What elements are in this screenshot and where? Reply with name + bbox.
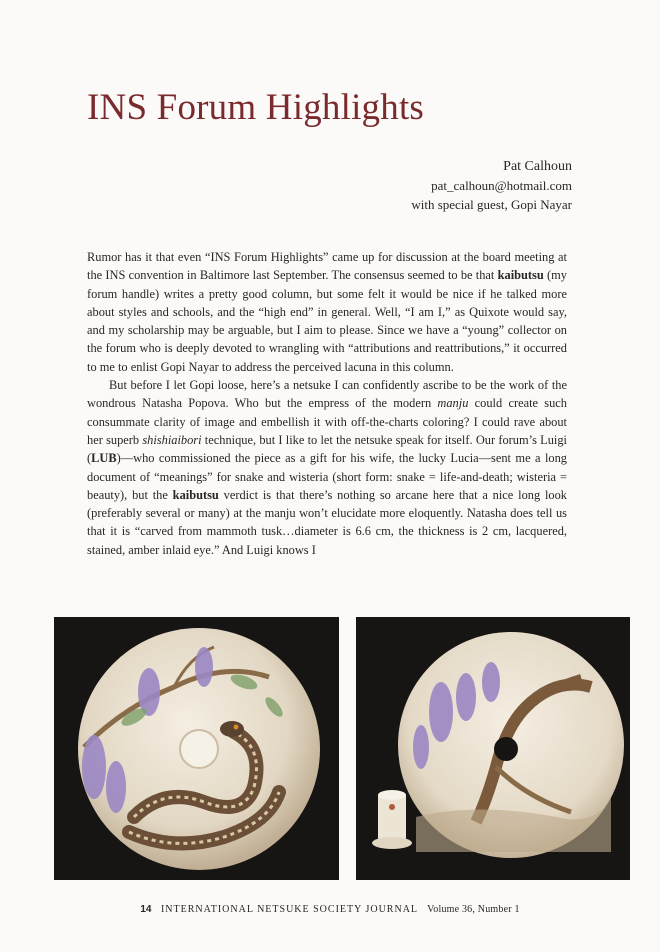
author-email: pat_calhoun@hotmail.com <box>431 178 572 193</box>
page-title: INS Forum Highlights <box>87 87 425 128</box>
bold-handle: kaibutsu <box>172 487 219 502</box>
text-run: could create such consummate clarity of image and embellish it with off-the-charts coloring? I could rave about her superb <box>87 396 567 447</box>
bold-handle: LUB <box>91 451 117 466</box>
text-run: technique, but I like to let the netsuke speak for itself. Our forum’s Luigi ( <box>87 432 567 466</box>
text-run: verdict is that there’s nothing so arcane here that a nice long look (preferably several or many) at the manju won’t elucidate more eloquently. Natasha does tell us that it is “carved from mammoth tusk…diameter is 6.6 cm, the thickness is 2 cm, lacquered, stained, amber inlaid eye.” And Luigi knows I <box>87 487 567 557</box>
text-run: )—who commissioned the piece as a gift for his wife, the lucky Lucia—sent me a long document of “meanings” for snake and wisteria (short form: snake = life-and-death; wisteria = beauty), but the <box>87 451 567 502</box>
text-run: But before I let Gopi loose, here’s a netsuke I can confidently ascribe to be the work of the wondrous Natasha Popova. Who but the empress of the modern <box>87 378 567 411</box>
italic-term: manju <box>437 396 469 411</box>
text-run: (my forum handle) writes a pretty good column, but some felt it would be nice if he talked more about styles and schools, and the “high end” in general. Well, “I am I,” as Quixote would say, and my scholarship may be arguable, but I aim to please. Since we have a “young” collector on the forum who is deeply devoted to wrangling with “attributions and reattributions,” it occurred to me to enlist Gopi Nayar to address the perceived lacuna in this column. <box>87 268 567 374</box>
netsuke-photo-front <box>54 617 339 880</box>
bold-handle: kaibutsu <box>497 268 544 283</box>
paragraph <box>87 248 567 376</box>
page-number: 14 <box>140 904 152 915</box>
volume-info: Volume 36, Number 1 <box>427 904 520 915</box>
netsuke-photo-back <box>356 617 630 880</box>
paragraph <box>87 376 567 559</box>
page-footer <box>0 904 660 915</box>
italic-term: shishiaibori <box>142 432 202 447</box>
author-name: Pat Calhoun <box>503 159 572 174</box>
byline <box>411 157 572 214</box>
article-body <box>87 248 567 559</box>
journal-name: INTERNATIONAL NETSUKE SOCIETY JOURNAL <box>160 904 418 915</box>
guest-credit: with special guest, Gopi Nayar <box>411 197 572 212</box>
text-run: Rumor has it that even “INS Forum Highlights” came up for discussion at the board meeting at the INS convention in Baltimore last September. The consensus seemed to be that <box>87 250 567 283</box>
